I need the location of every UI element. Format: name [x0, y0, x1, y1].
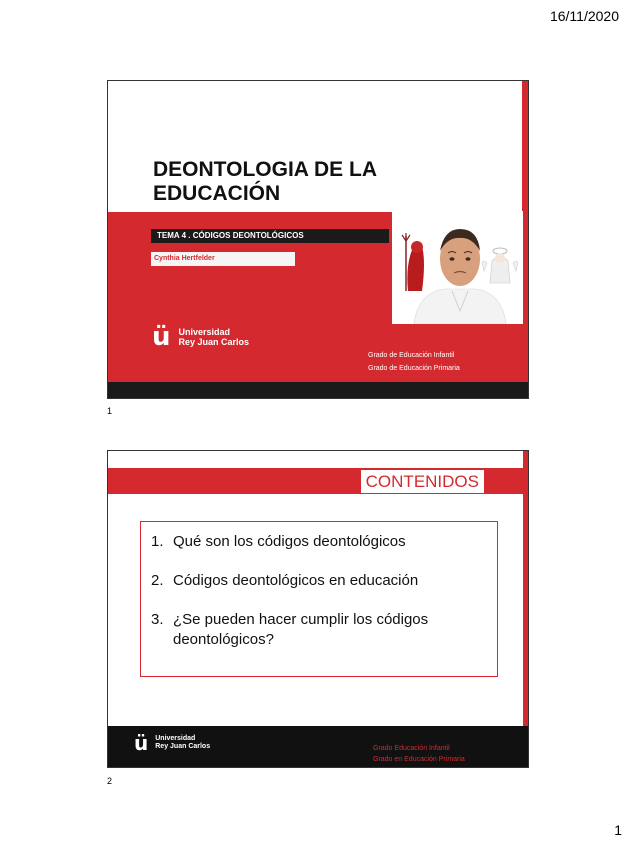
- item-text: Códigos deontológicos en educación: [173, 572, 419, 589]
- degree-line1: Grado Educación Infantil: [373, 745, 450, 752]
- university-name-line1: Universidad: [178, 326, 231, 337]
- degree-programs: [373, 743, 465, 765]
- contents-box: [140, 521, 498, 677]
- slide-title: CONTENIDOS: [359, 470, 484, 493]
- slide-2: [107, 450, 529, 768]
- list-item: [151, 571, 487, 591]
- university-name-line1: Universidad: [155, 734, 196, 742]
- item-number: 3.: [151, 611, 164, 628]
- university-emblem: ü: [152, 322, 171, 352]
- university-emblem: ü: [134, 731, 149, 755]
- page-number: 1: [614, 822, 622, 838]
- list-item: [151, 610, 487, 650]
- item-number: 2.: [151, 572, 164, 589]
- bottom-bar: [108, 382, 528, 398]
- university-logo: [152, 324, 249, 350]
- slide-number-1: 1: [107, 406, 113, 416]
- print-date: 16/11/2020: [549, 8, 619, 24]
- degree-line2: Grado de Educación Primaria: [368, 365, 460, 372]
- slide-number-2: 2: [107, 776, 113, 786]
- illustration-man-angel-devil: [392, 211, 523, 324]
- item-number: 1.: [151, 533, 164, 550]
- item-text: Qué son los códigos deontológicos: [173, 533, 406, 550]
- degree-line2: Grado en Educación Primaria: [373, 756, 465, 763]
- degree-line1: Grado de Educación Infantil: [368, 352, 455, 359]
- university-logo: [134, 733, 210, 753]
- contents-list: [151, 532, 487, 669]
- author-label: Cynthia Hertfelder: [151, 252, 295, 266]
- topic-label: TEMA 4 . CÓDIGOS DEONTOLÓGICOS: [151, 229, 389, 243]
- degree-programs: [368, 349, 460, 375]
- item-text: ¿Se pueden hacer cumplir los códigos deontológicos?: [173, 611, 429, 648]
- accent-bar: [523, 451, 528, 767]
- university-name-line2: Rey Juan Carlos: [155, 743, 211, 750]
- list-item: [151, 532, 487, 552]
- university-name-line2: Rey Juan Carlos: [178, 337, 250, 347]
- slide-1: [107, 80, 529, 399]
- slide-title: DEONTOLOGIA DE LA EDUCACIÓN: [153, 158, 377, 205]
